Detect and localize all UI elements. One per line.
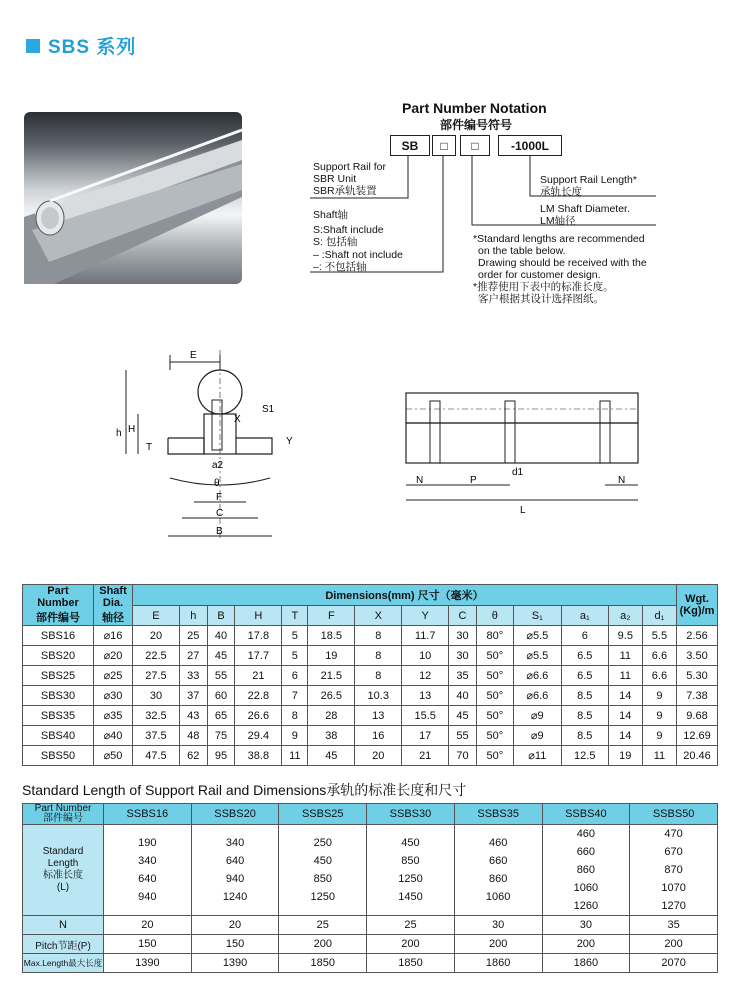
table-cell: ⌀40 — [94, 726, 133, 746]
dim-label-t: T — [146, 442, 153, 453]
dim-label-c: C — [216, 508, 224, 519]
dim-label-n-left: N — [416, 475, 424, 486]
dimensions-table — [22, 584, 718, 766]
dim-label-e: E — [190, 350, 197, 361]
dim-subheader-cell: E — [133, 606, 180, 626]
length-value: 660 — [488, 855, 508, 867]
dim-subheader-cell: F — [308, 606, 355, 626]
table-cell: 9.5 — [608, 626, 642, 646]
length-pitch-value: 150 — [191, 935, 279, 954]
table-cell: 2.56 — [677, 626, 718, 646]
table-cell: 8.5 — [561, 686, 608, 706]
table-cell: 19 — [608, 746, 642, 766]
table-cell: 30 — [133, 686, 180, 706]
length-values-cell — [279, 825, 367, 916]
table-cell: ⌀30 — [94, 686, 133, 706]
dim-subheader-cell: Y — [402, 606, 449, 626]
table-cell: 14 — [608, 686, 642, 706]
length-pitch-label: Pitch节距(P) — [23, 935, 104, 954]
table-cell: 26.5 — [308, 686, 355, 706]
length-max-value: 1850 — [279, 954, 367, 973]
table-row — [23, 626, 718, 646]
length-max-value: 2070 — [630, 954, 718, 973]
length-model-header: SSBS16 — [104, 804, 192, 825]
row-part-number: SBS50 — [23, 746, 94, 766]
note-rail-cn: SBR承轨装置 — [313, 185, 377, 197]
table-cell: 50° — [476, 706, 513, 726]
length-value: 470 — [664, 828, 683, 840]
pn-box-shaft: □ — [432, 135, 456, 156]
note-std-1: *Standard lengths are recommended — [473, 233, 645, 245]
table-cell: 6.5 — [561, 666, 608, 686]
length-pitch-value: 200 — [542, 935, 630, 954]
dim-label-hh: H — [128, 424, 136, 435]
table-cell: 8 — [355, 626, 402, 646]
length-pitch-value: 200 — [279, 935, 367, 954]
length-n-label: N — [23, 916, 104, 935]
dim-label-x: X — [234, 414, 241, 425]
table-cell: 6 — [561, 626, 608, 646]
table-cell: 16 — [355, 726, 402, 746]
note-std-4: order for customer design. — [478, 269, 601, 281]
pn-box-length: -1000L — [498, 135, 562, 156]
table-cell: 6 — [282, 666, 308, 686]
table-cell: 10.3 — [355, 686, 402, 706]
length-value: 940 — [225, 873, 245, 885]
table-cell: 7 — [282, 686, 308, 706]
length-value: 460 — [488, 837, 508, 849]
length-pitch-value: 200 — [367, 935, 455, 954]
length-values-cell — [630, 825, 718, 916]
length-n-value: 30 — [542, 916, 630, 935]
table-row — [23, 646, 718, 666]
note-std-3: Drawing should be received with the — [478, 257, 647, 269]
dim-subheader-cell: a₂ — [608, 606, 642, 626]
table-cell: 37.5 — [133, 726, 180, 746]
length-model-header: SSBS20 — [191, 804, 279, 825]
table-cell: 9 — [642, 726, 676, 746]
note-diam-en: LM Shaft Diameter. — [540, 203, 630, 215]
table-cell: 6.5 — [561, 646, 608, 666]
note-shaft: Shaft轴 — [313, 209, 349, 221]
table-cell: 21 — [402, 746, 449, 766]
rail-illustration — [24, 112, 242, 284]
note-dash-not: – :Shaft not include — [313, 249, 403, 261]
note-rail-en2: SBR Unit — [313, 173, 357, 185]
side-view-drawing — [400, 385, 645, 520]
length-pitch-value: 150 — [104, 935, 192, 954]
table-cell: 6.6 — [642, 666, 676, 686]
pn-box-diameter: □ — [460, 135, 490, 156]
length-model-header: SSBS35 — [454, 804, 542, 825]
table-cell: 8 — [282, 706, 308, 726]
table-cell: 12.5 — [561, 746, 608, 766]
note-length-en: Support Rail Length* — [540, 174, 637, 186]
dim-subheader-cell: C — [449, 606, 477, 626]
table-cell: 30 — [449, 646, 477, 666]
table-cell: 5.5 — [642, 626, 676, 646]
length-model-header: SSBS50 — [630, 804, 718, 825]
page-title: SBS 系列 — [48, 37, 137, 58]
cross-section-drawing — [110, 340, 293, 550]
table-cell: 60 — [207, 686, 235, 706]
table-cell: 17 — [402, 726, 449, 746]
note-diam-cn: LM轴径 — [540, 215, 576, 227]
table-cell: 28 — [308, 706, 355, 726]
note-s-include: S:Shaft include — [313, 224, 384, 236]
length-value: 460 — [576, 828, 596, 840]
dim-subheader-cell: S₁ — [513, 606, 561, 626]
length-n-value: 35 — [630, 916, 718, 935]
length-value: 1240 — [222, 891, 248, 903]
table-cell: 5 — [282, 646, 308, 666]
dim-label-h: h — [116, 428, 122, 439]
table-cell: 95 — [207, 746, 235, 766]
table-cell: 21 — [235, 666, 282, 686]
table-cell: 33 — [179, 666, 207, 686]
length-model-header: SSBS25 — [279, 804, 367, 825]
table-cell: 5.30 — [677, 666, 718, 686]
table-cell: 55 — [449, 726, 477, 746]
row-part-number: SBS35 — [23, 706, 94, 726]
table-cell: 27 — [179, 646, 207, 666]
table-cell: 8 — [355, 646, 402, 666]
table-cell: 5 — [282, 626, 308, 646]
table-cell: 45 — [308, 746, 355, 766]
length-value: 1270 — [661, 900, 686, 912]
notation-subtitle: 部件编号符号 — [440, 118, 513, 132]
table-cell: 50° — [476, 646, 513, 666]
length-value: 850 — [401, 855, 420, 867]
title-marker — [26, 39, 40, 53]
table-cell: 13 — [355, 706, 402, 726]
dim-subheader-cell: a₁ — [561, 606, 608, 626]
pn-box-prefix: SB — [390, 135, 430, 156]
length-table — [22, 803, 718, 973]
length-model-header: SSBS30 — [367, 804, 455, 825]
dim-label-s1: S1 — [262, 404, 275, 415]
length-value: 1260 — [573, 900, 599, 912]
table-cell: ⌀16 — [94, 626, 133, 646]
table-cell: 11.7 — [402, 626, 449, 646]
notation-title: Part Number Notation — [402, 100, 547, 116]
table-cell: 7.38 — [677, 686, 718, 706]
table-cell: ⌀9 — [513, 706, 561, 726]
page-header — [26, 32, 136, 59]
table-cell: 27.5 — [133, 666, 180, 686]
length-values-cell — [104, 825, 192, 916]
dim-label-n-right: N — [618, 475, 626, 486]
table-row — [23, 686, 718, 706]
table-cell: 30 — [449, 626, 477, 646]
table-cell: 9 — [642, 686, 676, 706]
table-cell: 38 — [308, 726, 355, 746]
length-value: 660 — [576, 846, 596, 858]
length-n-value: 20 — [104, 916, 192, 935]
table-cell: 20 — [355, 746, 402, 766]
note-std-2: on the table below. — [478, 245, 566, 257]
length-values-cell — [191, 825, 279, 916]
table-cell: 75 — [207, 726, 235, 746]
table-cell: 48 — [179, 726, 207, 746]
table-cell: 12.69 — [677, 726, 718, 746]
header-dimensions: Dimensions(mm) 尺寸（毫米） — [133, 585, 677, 606]
table-cell: 9.68 — [677, 706, 718, 726]
row-part-number: SBS25 — [23, 666, 94, 686]
table-cell: 17.7 — [235, 646, 282, 666]
table-cell: 9 — [642, 706, 676, 726]
table-cell: 12 — [402, 666, 449, 686]
length-standard-label: Standard Length 标准长度 (L) — [23, 825, 104, 916]
dim-label-l: L — [520, 505, 526, 516]
note-s-include-cn: S: 包括轴 — [313, 236, 358, 248]
length-value: 250 — [313, 837, 332, 849]
table-cell: ⌀11 — [513, 746, 561, 766]
length-value: 190 — [138, 837, 157, 849]
length-value: 1450 — [398, 891, 423, 903]
table-cell: 35 — [449, 666, 477, 686]
table-cell: 11 — [282, 746, 308, 766]
table-cell: 65 — [207, 706, 235, 726]
length-pitch-value: 200 — [454, 935, 542, 954]
length-value: 640 — [138, 873, 157, 885]
length-value: 1060 — [573, 882, 599, 894]
table-cell: 8.5 — [561, 726, 608, 746]
length-value: 340 — [225, 837, 245, 849]
dim-subheader-cell: θ — [476, 606, 513, 626]
header-weight: Wgt. (Kg)/m — [677, 585, 718, 626]
length-value: 340 — [138, 855, 157, 867]
table-cell: 21.5 — [308, 666, 355, 686]
length-max-value: 1850 — [367, 954, 455, 973]
table-cell: 14 — [608, 726, 642, 746]
note-dash-not-cn: –: 不包括轴 — [313, 261, 367, 273]
table-cell: 40 — [449, 686, 477, 706]
table-cell: 20.46 — [677, 746, 718, 766]
length-value: 1060 — [485, 891, 511, 903]
table-cell: 6.6 — [642, 646, 676, 666]
dim-subheader-cell: B — [207, 606, 235, 626]
table-cell: 70 — [449, 746, 477, 766]
table-cell: ⌀6.6 — [513, 686, 561, 706]
table-row — [23, 746, 718, 766]
length-pitch-value: 200 — [630, 935, 718, 954]
table-cell: 50° — [476, 746, 513, 766]
length-model-header: SSBS40 — [542, 804, 630, 825]
dim-subheader-cell: H — [235, 606, 282, 626]
table-cell: 55 — [207, 666, 235, 686]
table-cell: 80° — [476, 626, 513, 646]
table-cell: 25 — [179, 626, 207, 646]
table-cell: 22.5 — [133, 646, 180, 666]
note-std-5: *推荐使用下表中的标准长度。 — [473, 281, 614, 293]
table-cell: 29.4 — [235, 726, 282, 746]
length-max-value: 1390 — [191, 954, 279, 973]
table-row — [23, 726, 718, 746]
table-cell: 62 — [179, 746, 207, 766]
table-cell: 8.5 — [561, 706, 608, 726]
length-n-value: 20 — [191, 916, 279, 935]
length-n-value: 25 — [367, 916, 455, 935]
length-max-value: 1860 — [542, 954, 630, 973]
table-cell: 50° — [476, 666, 513, 686]
table-cell: 19 — [308, 646, 355, 666]
length-value: 1070 — [661, 882, 686, 894]
length-values-cell — [367, 825, 455, 916]
header-part-number: Part Number 部件编号 — [23, 585, 94, 626]
table-cell: ⌀25 — [94, 666, 133, 686]
dim-label-b: B — [216, 526, 223, 537]
length-n-value: 30 — [454, 916, 542, 935]
length-values-cell — [454, 825, 542, 916]
table-cell: ⌀20 — [94, 646, 133, 666]
dim-subheader-cell: X — [355, 606, 402, 626]
note-length-cn: 承轨长度 — [540, 186, 582, 198]
dim-label-p: P — [470, 475, 477, 486]
table-row — [23, 706, 718, 726]
length-values-cell — [542, 825, 630, 916]
dim-subheader-cell: T — [282, 606, 308, 626]
table-cell: ⌀35 — [94, 706, 133, 726]
length-value: 870 — [664, 864, 683, 876]
table-cell: ⌀50 — [94, 746, 133, 766]
table-cell: 15.5 — [402, 706, 449, 726]
table-cell: 50° — [476, 726, 513, 746]
length-value: 940 — [138, 891, 157, 903]
dim-label-a2: a2 — [212, 460, 224, 471]
product-photo — [24, 112, 242, 284]
table-cell: 45 — [449, 706, 477, 726]
table-cell: ⌀6.6 — [513, 666, 561, 686]
length-n-value: 25 — [279, 916, 367, 935]
table-cell: 10 — [402, 646, 449, 666]
table-cell: ⌀5.5 — [513, 626, 561, 646]
length-value: 640 — [225, 855, 245, 867]
length-value: 450 — [401, 837, 420, 849]
table-cell: 47.5 — [133, 746, 180, 766]
length-max-value: 1860 — [454, 954, 542, 973]
length-max-label: Max.Length最大长度 — [23, 954, 104, 973]
table-cell: ⌀5.5 — [513, 646, 561, 666]
table-cell: 17.8 — [235, 626, 282, 646]
dim-label-theta: θ — [214, 478, 220, 489]
table-cell: 37 — [179, 686, 207, 706]
dim-label-d1: d1 — [512, 467, 524, 478]
table-cell: 14 — [608, 706, 642, 726]
table-cell: 11 — [642, 746, 676, 766]
row-part-number: SBS16 — [23, 626, 94, 646]
table-cell: 43 — [179, 706, 207, 726]
table-cell: 9 — [282, 726, 308, 746]
note-std-6: 客户根据其设计选择图纸。 — [478, 293, 604, 305]
table-row — [23, 666, 718, 686]
note-rail-en1: Support Rail for — [313, 161, 386, 173]
length-value: 450 — [313, 855, 332, 867]
row-part-number: SBS40 — [23, 726, 94, 746]
table-cell: 3.50 — [677, 646, 718, 666]
table-cell: 26.6 — [235, 706, 282, 726]
length-value: 1250 — [398, 873, 423, 885]
length-header-part: Part Number 部件编号 — [23, 804, 104, 825]
length-value: 670 — [664, 846, 683, 858]
length-value: 1250 — [310, 891, 335, 903]
dim-label-y: Y — [286, 436, 293, 447]
table-cell: 32.5 — [133, 706, 180, 726]
length-value: 850 — [313, 873, 332, 885]
dim-subheader-cell: d₁ — [642, 606, 676, 626]
dim-label-f: F — [216, 492, 223, 503]
row-part-number: SBS30 — [23, 686, 94, 706]
table-cell: 8 — [355, 666, 402, 686]
length-value: 860 — [488, 873, 508, 885]
table-cell: 11 — [608, 666, 642, 686]
length-value: 860 — [576, 864, 596, 876]
table-cell: 20 — [133, 626, 180, 646]
table-cell: 50° — [476, 686, 513, 706]
table-cell: ⌀9 — [513, 726, 561, 746]
table-cell: 18.5 — [308, 626, 355, 646]
table-cell: 11 — [608, 646, 642, 666]
table-cell: 40 — [207, 626, 235, 646]
table-cell: 22.8 — [235, 686, 282, 706]
table-cell: 38.8 — [235, 746, 282, 766]
row-part-number: SBS20 — [23, 646, 94, 666]
length-max-value: 1390 — [104, 954, 192, 973]
dim-subheader-cell: h — [179, 606, 207, 626]
table-cell: 13 — [402, 686, 449, 706]
header-shaft-dia: Shaft Dia. 轴径 — [94, 585, 133, 626]
table-cell: 45 — [207, 646, 235, 666]
length-table-title: Standard Length of Support Rail and Dimensions承轨的标准长度和尺寸 — [22, 782, 467, 798]
